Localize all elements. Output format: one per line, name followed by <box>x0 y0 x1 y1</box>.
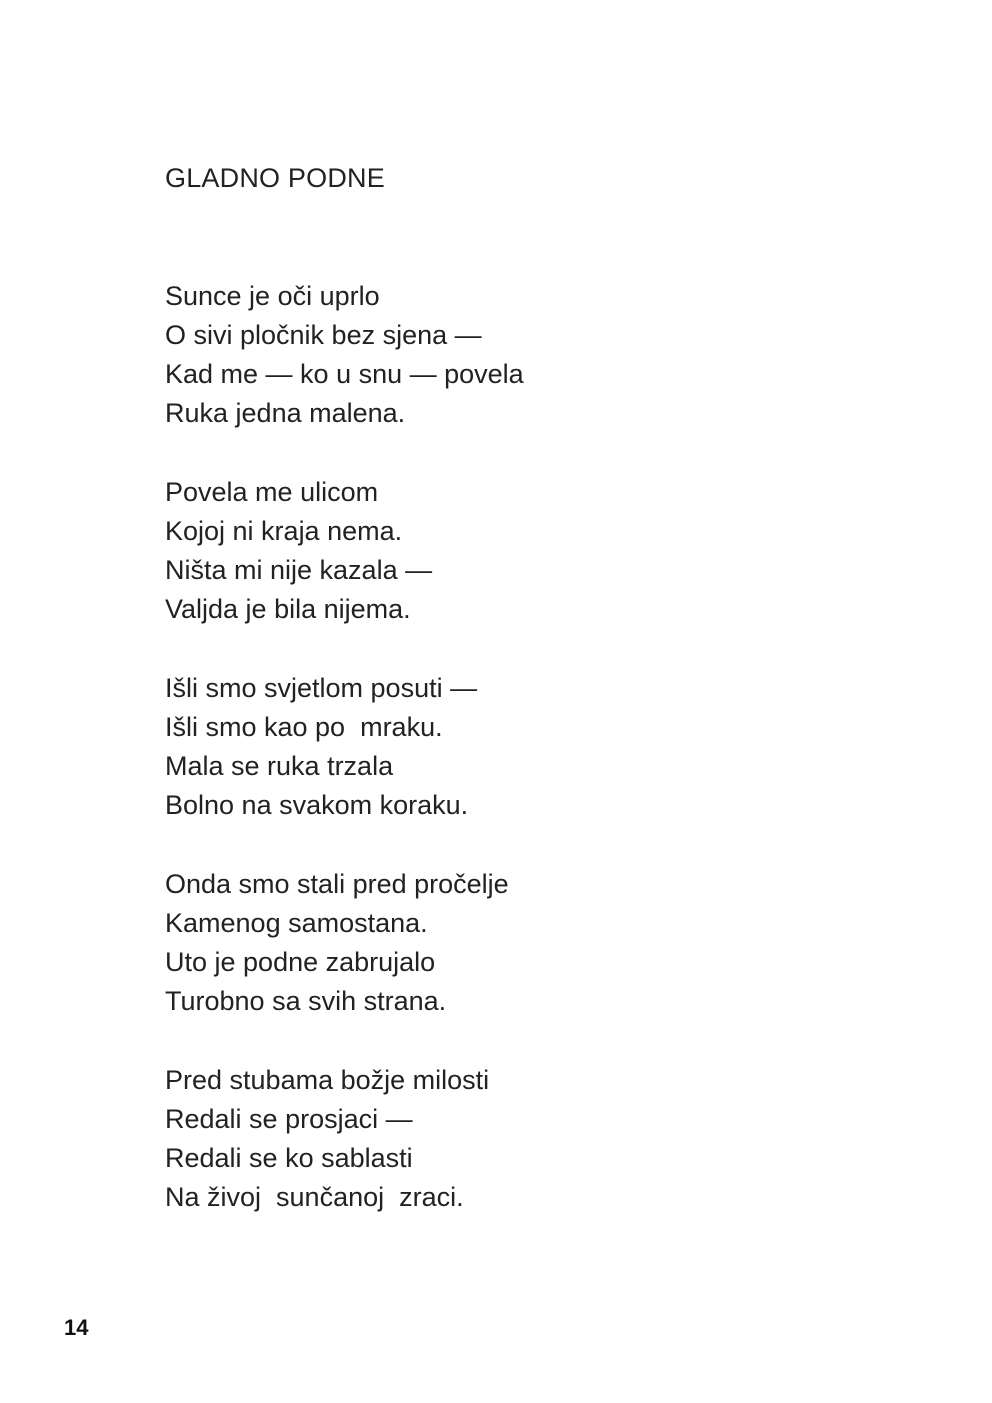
poem-line: Turobno sa svih strana. <box>165 986 447 1016</box>
poem-title: GLADNO PODNE <box>165 163 385 193</box>
poem-line: Povela me ulicom <box>165 477 379 507</box>
poem-body <box>165 277 865 1257</box>
stanza-3 <box>165 669 865 825</box>
poem-line: Ništa mi nije kazala — <box>165 555 433 585</box>
poem-line: Sunce je oči uprlo <box>165 281 380 311</box>
poem-line: Valjda je bila nijema. <box>165 594 411 624</box>
poem-line: Kojoj ni kraja nema. <box>165 516 403 546</box>
poem-line: Kamenog samostana. <box>165 908 428 938</box>
poem-line: Išli smo svjetlom posuti — <box>165 673 478 703</box>
poem-line: Onda smo stali pred pročelje <box>165 869 509 899</box>
page-number: 14 <box>64 1315 89 1340</box>
stanza-5 <box>165 1061 865 1217</box>
poem-line: Bolno na svakom koraku. <box>165 790 469 820</box>
poem-line: Išli smo kao po mraku. <box>165 712 443 742</box>
poem-line: Kad me — ko u snu — povela <box>165 359 524 389</box>
poem-line: Redali se prosjaci — <box>165 1104 413 1134</box>
stanza-1 <box>165 277 865 433</box>
stanza-2 <box>165 473 865 629</box>
poem-line: Uto je podne zabrujalo <box>165 947 436 977</box>
poem-line: O sivi pločnik bez sjena — <box>165 320 482 350</box>
poem-line: Redali se ko sablasti <box>165 1143 413 1173</box>
poem-line: Pred stubama božje milosti <box>165 1065 490 1095</box>
poem-line: Mala se ruka trzala <box>165 751 394 781</box>
stanza-4 <box>165 865 865 1021</box>
poem-line: Na živoj sunčanoj zraci. <box>165 1182 464 1212</box>
poem-line: Ruka jedna malena. <box>165 398 406 428</box>
